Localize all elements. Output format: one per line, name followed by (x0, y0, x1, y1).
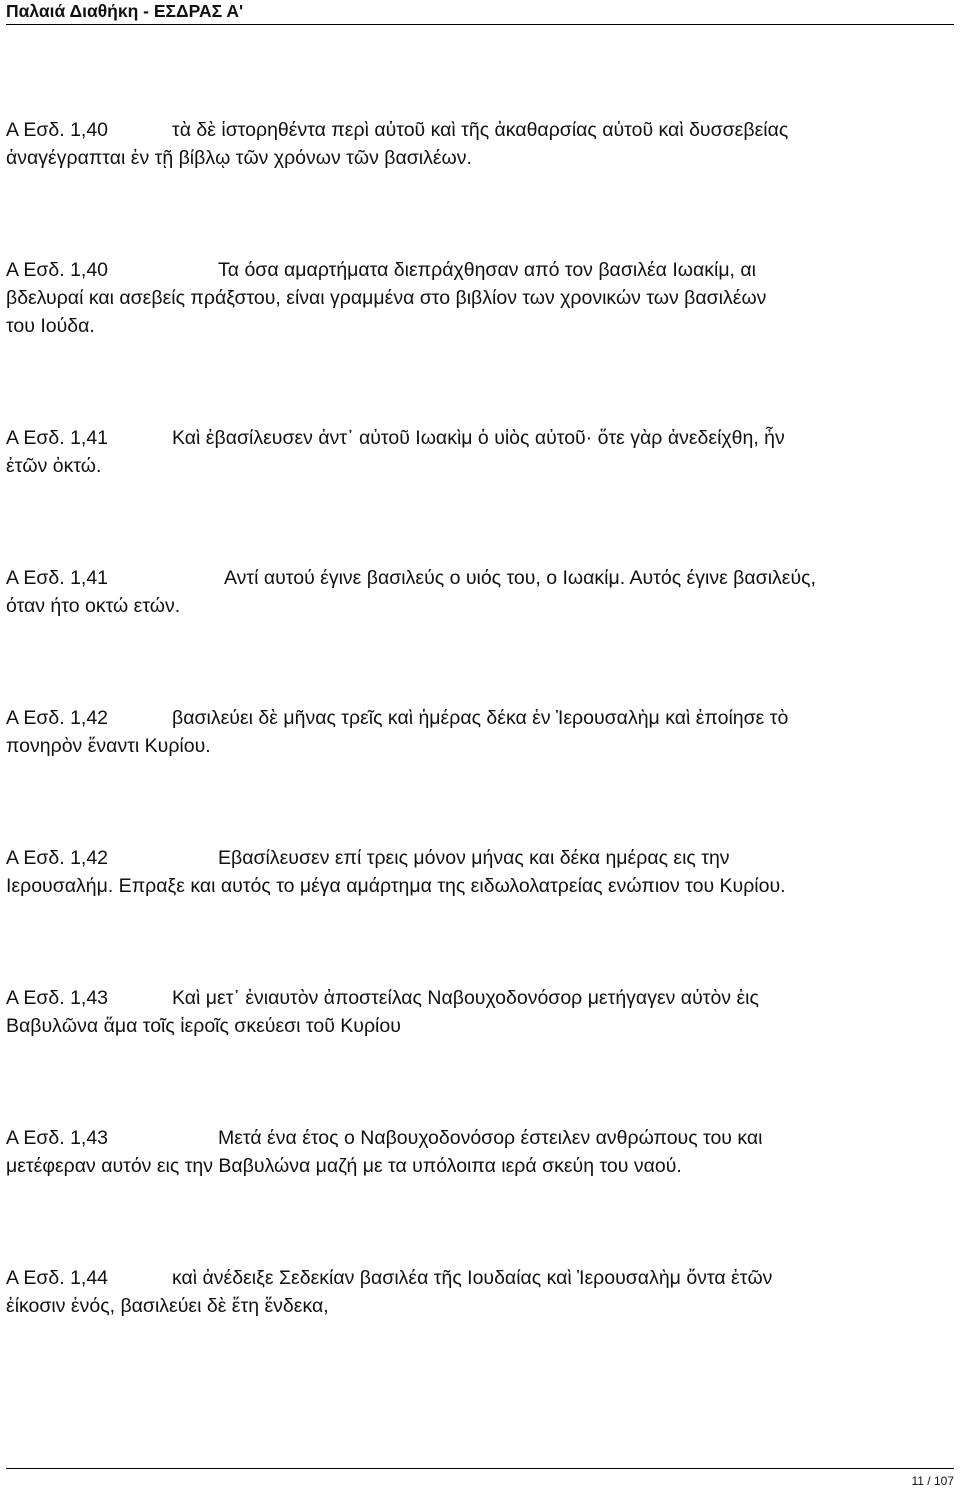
verse-block (6, 704, 954, 760)
verse-first-line (6, 564, 954, 592)
verse-first-line (6, 844, 954, 872)
verse-block (6, 564, 954, 620)
verse-continuation: μετέφεραν αυτόν εις την Βαβυλώνα μαζή με τα υπόλοιπα ιερά σκεύη του ναού. (6, 1155, 682, 1177)
page-footer (6, 1468, 954, 1489)
verse-reference: Α Εσδ. 1,43 (6, 1127, 109, 1149)
verse-reference: Α Εσδ. 1,40 (6, 259, 109, 281)
verse-text: Τα όσα αμαρτήματα διεπράχθησαν από τον βασιλέα Ιωακίμ, αι (218, 259, 757, 281)
verse-continuation: πονηρὸν ἔναντι Κυρίου. (6, 735, 211, 757)
verse-reference: Α Εσδ. 1,43 (6, 987, 109, 1009)
verse-reference: Α Εσδ. 1,41 (6, 567, 109, 589)
verse-reference: Α Εσδ. 1,41 (6, 427, 109, 449)
verse-first-line (6, 256, 954, 284)
verse-block (6, 1124, 954, 1180)
verse-reference: Α Εσδ. 1,40 (6, 119, 109, 141)
verse-block (6, 844, 954, 900)
verse-text: βασιλεύει δὲ μῆνας τρεῖς καὶ ἡμέρας δέκα ἐν Ἱερουσαλὴμ καὶ ἐποίησε τὸ (172, 707, 789, 729)
verse-text: Μετά ένα έτος ο Ναβουχοδονόσορ έστειλεν ανθρώπους του και (218, 1127, 763, 1149)
verse-block (6, 1264, 954, 1320)
verse-continuation: Ιερουσαλήμ. Επραξε και αυτός το μέγα αμάρτημα της ειδωλολατρείας ενώπιον του Κυρίου. (6, 875, 786, 897)
verse-continuation: όταν ήτο οκτώ ετών. (6, 595, 181, 617)
verse-continuation: του Ιούδα. (6, 315, 95, 337)
verse-first-line (6, 116, 954, 144)
verse-reference: Α Εσδ. 1,42 (6, 847, 109, 869)
verse-text: Εβασίλευσεν επί τρεις μόνον μήνας και δέκα ημέρας εις την (218, 847, 730, 869)
verse-block (6, 256, 954, 340)
verse-text: Αντί αυτού έγινε βασιλεύς ο υιός του, ο Ιωακίμ. Αυτός έγινε βασιλεύς, (224, 567, 816, 589)
verse-continuation: βδελυραί και ασεβείς πράξστου, είναι γραμμένα στο βιβλίον των χρονικών των βασιλέων (6, 287, 767, 309)
verse-first-line (6, 1264, 954, 1292)
verse-block (6, 116, 954, 172)
verse-continuation: ἐτῶν ὀκτώ. (6, 455, 102, 477)
verse-block (6, 984, 954, 1040)
page-header (6, 0, 954, 25)
verse-first-line (6, 424, 954, 452)
verse-reference: Α Εσδ. 1,44 (6, 1267, 109, 1289)
verse-continuation: ἀναγέγραπται ἐν τῇ βίβλῳ τῶν χρόνων τῶν βασιλέων. (6, 147, 472, 169)
verse-first-line (6, 704, 954, 732)
verse-text: Καὶ μετ᾽ ἐνιαυτὸν ἀποστείλας Ναβουχοδονόσορ μετήγαγεν αὐτὸν ἐις (172, 987, 759, 1009)
verse-reference: Α Εσδ. 1,42 (6, 707, 109, 729)
verse-first-line (6, 1124, 954, 1152)
page-number: 11 / 107 (911, 1474, 954, 1488)
verse-text: Καὶ ἐβασίλευσεν ἀντ᾽ αὐτοῦ Ιωακὶμ ὁ υἱὸς αὐτοῦ· ὅτε γὰρ ἀνεδείχθη, ἦν (172, 427, 785, 449)
verse-text: καὶ ἀνέδειξε Σεδεκίαν βασιλέα τῆς Ιουδαίας καὶ Ἱερουσαλὴμ ὄντα ἐτῶν (172, 1267, 773, 1289)
verse-first-line (6, 984, 954, 1012)
verse-continuation: ἐίκοσιν ἑνός, βασιλεύει δὲ ἔτη ἕνδεκα, (6, 1295, 329, 1317)
verse-block (6, 424, 954, 480)
verse-text: τὰ δὲ ἱστορηθέντα περὶ αὐτοῦ καὶ τῆς ἀκαθαρσίας αὐτοῦ καὶ δυσσεβείας (172, 119, 789, 141)
page-title: Παλαιά Διαθήκη - ΕΣΔΡΑΣ Α' (6, 1, 244, 21)
verse-continuation: Βαβυλῶνα ἅμα τοῖς ἱεροῖς σκεύεσι τοῦ Κυρίου (6, 1015, 401, 1037)
